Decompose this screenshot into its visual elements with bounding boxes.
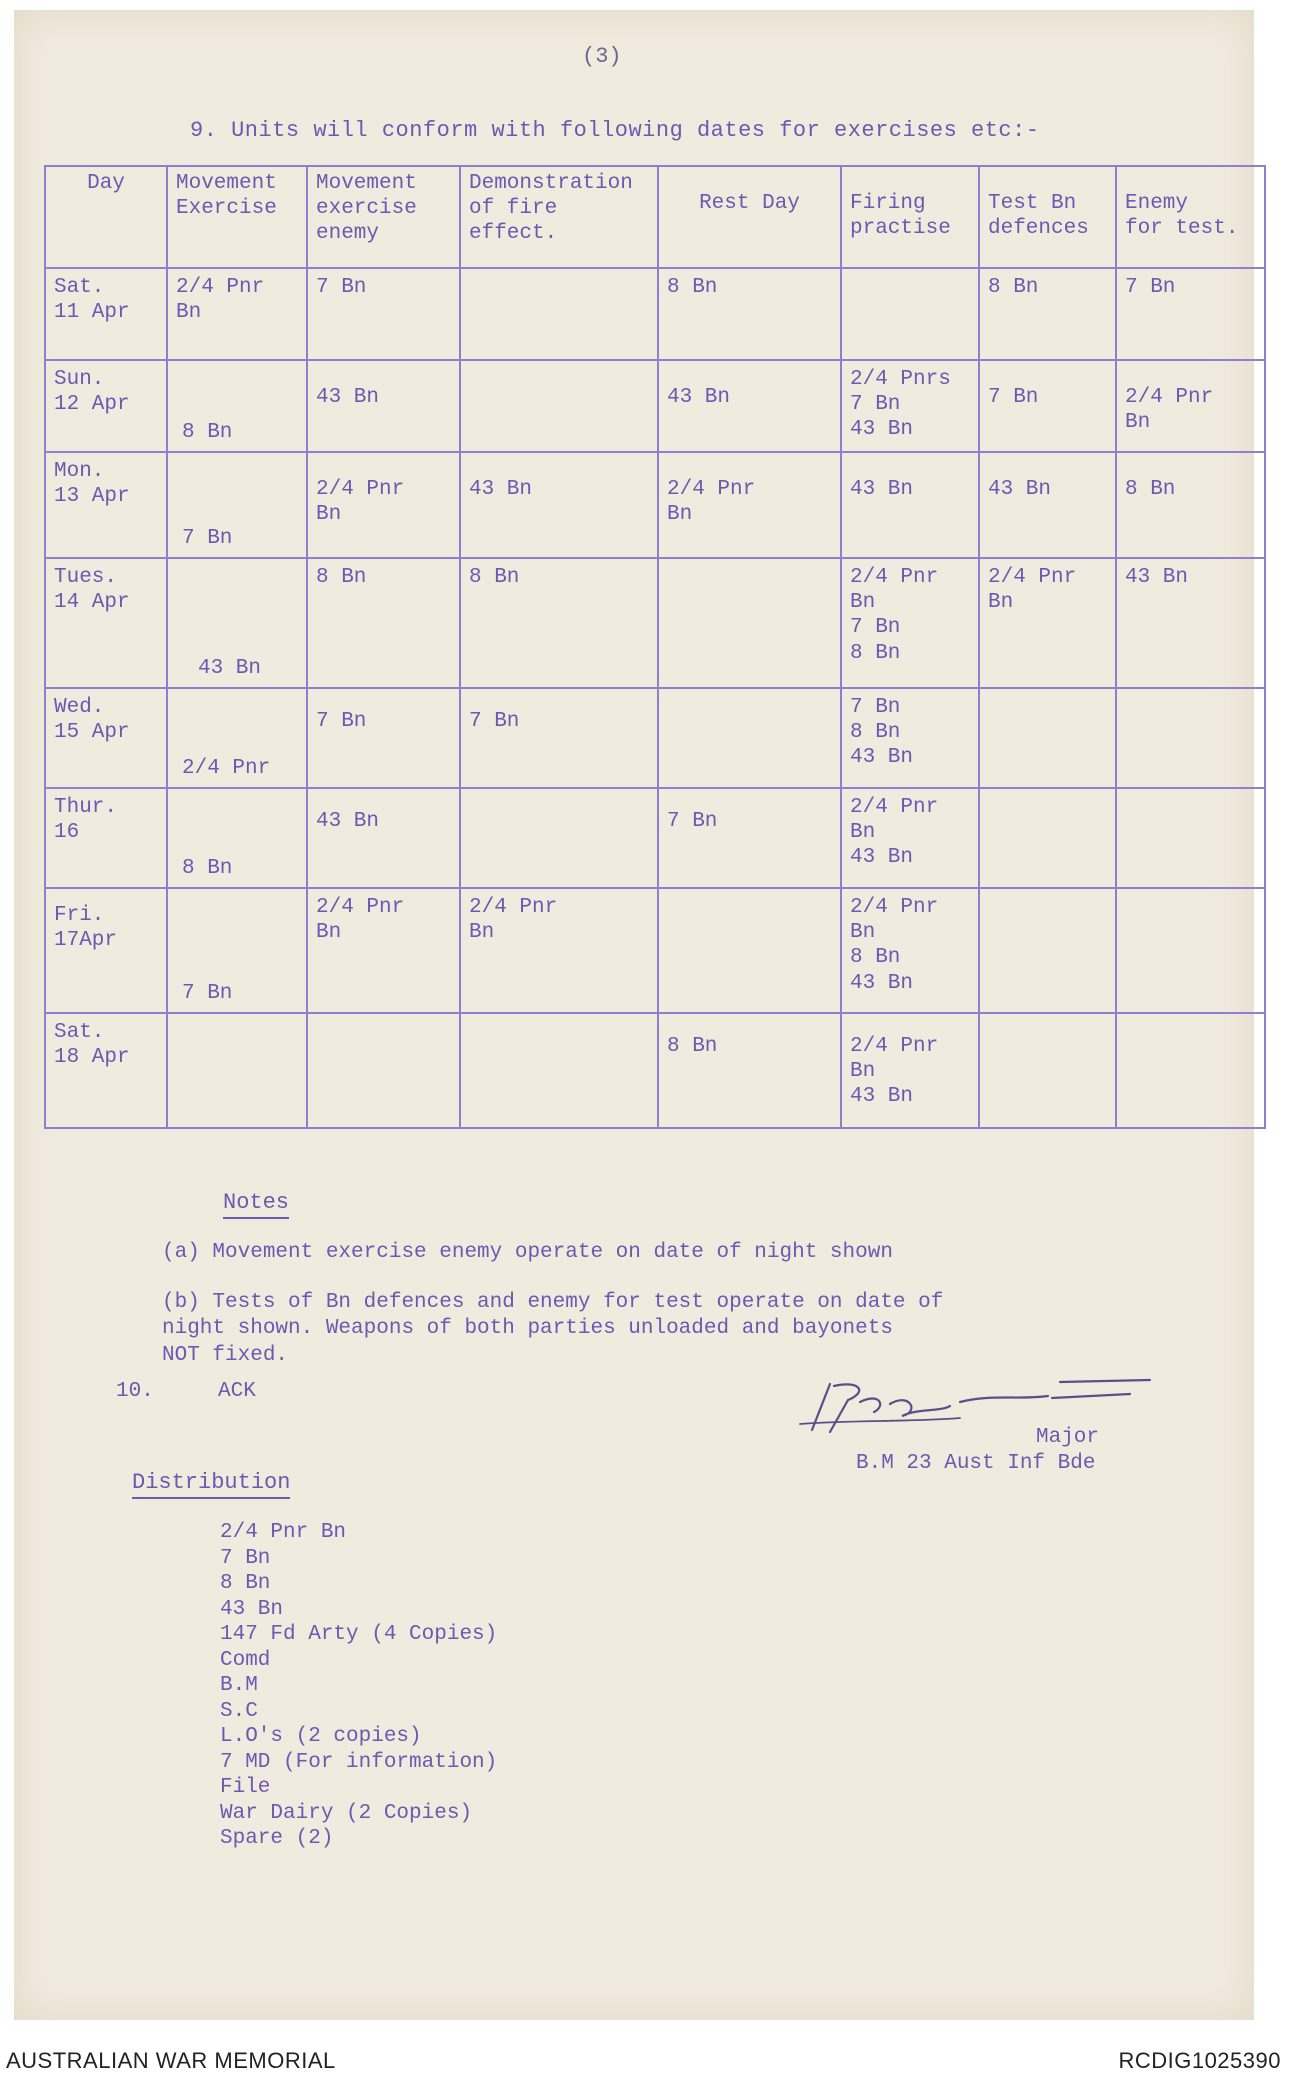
table-header-row <box>45 166 1265 268</box>
movement-cell <box>167 452 307 558</box>
cell-text: 43 Bn <box>316 810 380 833</box>
test-defences-cell <box>979 1013 1116 1128</box>
header-day <box>45 166 167 268</box>
list-item: S.C <box>220 1699 258 1723</box>
list-item: 43 Bn <box>220 1597 284 1621</box>
note-a: (a) Movement exercise enemy operate on date of night shown <box>162 1241 893 1264</box>
footer-record-id: RCDIG1025390 <box>1118 2048 1281 2073</box>
distribution-heading: Distribution <box>132 1470 290 1499</box>
movement-cell <box>167 788 307 888</box>
day-cell: Mon. 13 Apr <box>45 452 167 558</box>
movement-enemy-cell <box>307 888 460 1013</box>
firing-cell <box>841 268 979 360</box>
paragraph-10-text: ACK <box>218 1380 256 1403</box>
cell-text: 43 Bn <box>667 386 731 409</box>
distribution-list <box>220 1520 497 1852</box>
cell-text: 7 Bn <box>469 710 520 733</box>
header-label: Enemy for test. <box>1125 192 1239 241</box>
rest-day-cell <box>658 268 841 360</box>
cell-text: 8 Bn <box>667 276 718 299</box>
header-label: Test Bn defences <box>988 192 1089 241</box>
cell-text: 8 Bn <box>316 566 367 589</box>
table-row <box>45 452 1265 558</box>
demonstration-cell <box>460 888 658 1013</box>
cell-text: 7 Bn <box>667 810 718 833</box>
day-cell: Sun. 12 Apr <box>45 360 167 452</box>
cell-text: 7 Bn <box>316 710 367 733</box>
rest-day-cell <box>658 888 841 1013</box>
cell-text: 8 Bn <box>182 856 233 880</box>
cell-text: 2/4 Pnr Bn 43 Bn <box>850 1035 939 1109</box>
list-item: War Dairy (2 Copies) <box>220 1801 473 1825</box>
cell-text: 2/4 Pnr Bn <box>667 478 756 527</box>
day-cell: Sat. 11 Apr <box>45 268 167 360</box>
cell-text: 2/4 Pnr Bn <box>469 896 558 945</box>
cell-text: 2/4 Pnr Bn 7 Bn 8 Bn <box>850 566 939 665</box>
movement-enemy-cell <box>307 788 460 888</box>
cell-text: 2/4 Pnr Bn 8 Bn 43 Bn <box>850 896 939 995</box>
demonstration-cell <box>460 268 658 360</box>
movement-enemy-cell <box>307 688 460 788</box>
table-row <box>45 688 1265 788</box>
movement-cell <box>167 888 307 1013</box>
movement-cell <box>167 688 307 788</box>
footer-archive-name: AUSTRALIAN WAR MEMORIAL <box>6 2048 336 2073</box>
cell-text: 7 Bn <box>182 526 233 550</box>
signature-rank: Major <box>1036 1426 1100 1449</box>
firing-cell <box>841 788 979 888</box>
table-row <box>45 558 1265 688</box>
cell-text: 7 Bn <box>182 981 233 1005</box>
movement-cell <box>167 268 307 360</box>
cell-text: 43 Bn <box>316 386 380 409</box>
list-item: 147 Fd Arty (4 Copies) <box>220 1623 498 1646</box>
enemy-test-cell <box>1116 268 1265 360</box>
rest-day-cell <box>658 1013 841 1128</box>
demonstration-cell <box>460 788 658 888</box>
demonstration-cell <box>460 558 658 688</box>
cell-text: 2/4 Pnr Bn <box>176 276 265 325</box>
header-rest-day <box>658 166 841 268</box>
cell-text: 8 Bn <box>469 566 520 589</box>
cell-text: 7 Bn <box>988 386 1039 409</box>
test-defences-cell <box>979 268 1116 360</box>
rest-day-cell <box>658 688 841 788</box>
header-label: Day <box>87 172 125 195</box>
cell-text: 43 Bn <box>469 478 533 501</box>
enemy-test-cell <box>1116 888 1265 1013</box>
table-row <box>45 360 1265 452</box>
cell-text: 43 Bn <box>850 478 914 501</box>
table-row <box>45 268 1265 360</box>
note-b: (b) Tests of Bn defences and enemy for test operate on date of night shown. Weapons of both parties unloaded and bayonets NOT fixed. <box>162 1291 944 1367</box>
cell-text: 8 Bn <box>1125 478 1176 501</box>
header-label: Movement exercise enemy <box>316 172 417 246</box>
movement-cell <box>167 558 307 688</box>
cell-text: 7 Bn 8 Bn 43 Bn <box>850 696 914 770</box>
firing-cell <box>841 360 979 452</box>
cell-text: 8 Bn <box>988 276 1039 299</box>
enemy-test-cell <box>1116 788 1265 888</box>
list-item: L.O's (2 copies) <box>220 1725 422 1748</box>
cell-text: 2/4 Pnr Bn <box>316 896 405 945</box>
page-number: (3) <box>582 44 622 69</box>
list-item: File <box>220 1776 271 1799</box>
list-item: Comd <box>220 1648 271 1672</box>
table-row <box>45 788 1265 888</box>
test-defences-cell <box>979 688 1116 788</box>
test-defences-cell <box>979 360 1116 452</box>
exercise-schedule-table <box>44 165 1266 1129</box>
paragraph-10-number: 10. <box>116 1380 154 1403</box>
header-label: Movement Exercise <box>176 172 277 221</box>
test-defences-cell <box>979 452 1116 558</box>
demonstration-cell <box>460 688 658 788</box>
header-label: Rest Day <box>699 192 800 215</box>
header-label: Demonstration of fire effect. <box>469 172 633 246</box>
movement-cell <box>167 1013 307 1128</box>
header-firing-practise <box>841 166 979 268</box>
enemy-test-cell <box>1116 558 1265 688</box>
day-cell: Fri. 17Apr <box>45 888 167 1013</box>
demonstration-cell <box>460 452 658 558</box>
rest-day-cell <box>658 558 841 688</box>
cell-text: 7 Bn <box>1125 276 1176 299</box>
rest-day-cell <box>658 360 841 452</box>
list-item: B.M <box>220 1674 258 1697</box>
cell-text: 2/4 Pnr <box>182 756 271 780</box>
enemy-test-cell <box>1116 360 1265 452</box>
firing-cell <box>841 1013 979 1128</box>
enemy-test-cell <box>1116 452 1265 558</box>
movement-enemy-cell <box>307 452 460 558</box>
rest-day-cell <box>658 452 841 558</box>
cell-text: 2/4 Pnrs 7 Bn 43 Bn <box>850 368 951 442</box>
day-cell: Thur. 16 <box>45 788 167 888</box>
list-item: Spare (2) <box>220 1827 334 1850</box>
test-defences-cell <box>979 788 1116 888</box>
firing-cell <box>841 888 979 1013</box>
cell-text: 43 Bn <box>1125 566 1189 589</box>
firing-cell <box>841 688 979 788</box>
cell-text: 2/4 Pnr Bn <box>316 478 405 527</box>
handwritten-signature <box>790 1372 1160 1447</box>
list-item: 8 Bn <box>220 1572 271 1595</box>
rest-day-cell <box>658 788 841 888</box>
enemy-test-cell <box>1116 688 1265 788</box>
notes-heading: Notes <box>223 1190 289 1219</box>
movement-enemy-cell <box>307 558 460 688</box>
day-cell: Tues. 14 Apr <box>45 558 167 688</box>
day-cell: Sat. 18 Apr <box>45 1013 167 1128</box>
header-test-defences <box>979 166 1116 268</box>
movement-enemy-cell <box>307 360 460 452</box>
header-movement-enemy <box>307 166 460 268</box>
firing-cell <box>841 558 979 688</box>
cell-text: 8 Bn <box>182 420 233 444</box>
movement-enemy-cell <box>307 1013 460 1128</box>
list-item: 2/4 Pnr Bn <box>220 1521 347 1544</box>
paragraph-9-intro: 9. Units will conform with following dates for exercises etc:- <box>190 118 1040 143</box>
test-defences-cell <box>979 558 1116 688</box>
signature-organisation: B.M 23 Aust Inf Bde <box>856 1452 1096 1475</box>
table-row <box>45 888 1265 1013</box>
test-defences-cell <box>979 888 1116 1013</box>
list-item: 7 Bn <box>220 1546 271 1570</box>
list-item: 7 MD (For information) <box>220 1750 498 1774</box>
demonstration-cell <box>460 360 658 452</box>
header-movement-exercise <box>167 166 307 268</box>
day-cell: Wed. 15 Apr <box>45 688 167 788</box>
demonstration-cell <box>460 1013 658 1128</box>
cell-text: 43 Bn <box>198 656 262 680</box>
movement-cell <box>167 360 307 452</box>
enemy-test-cell <box>1116 1013 1265 1128</box>
header-demonstration <box>460 166 658 268</box>
firing-cell <box>841 452 979 558</box>
header-label: Firing practise <box>850 192 951 241</box>
cell-text: 7 Bn <box>316 276 367 299</box>
table-row <box>45 1013 1265 1128</box>
cell-text: 8 Bn <box>667 1035 718 1058</box>
cell-text: 2/4 Pnr Bn <box>988 566 1077 615</box>
cell-text: 43 Bn <box>988 478 1052 501</box>
movement-enemy-cell <box>307 268 460 360</box>
cell-text: 2/4 Pnr Bn 43 Bn <box>850 796 939 870</box>
cell-text: 2/4 Pnr Bn <box>1125 386 1214 435</box>
header-enemy-for-test <box>1116 166 1265 268</box>
